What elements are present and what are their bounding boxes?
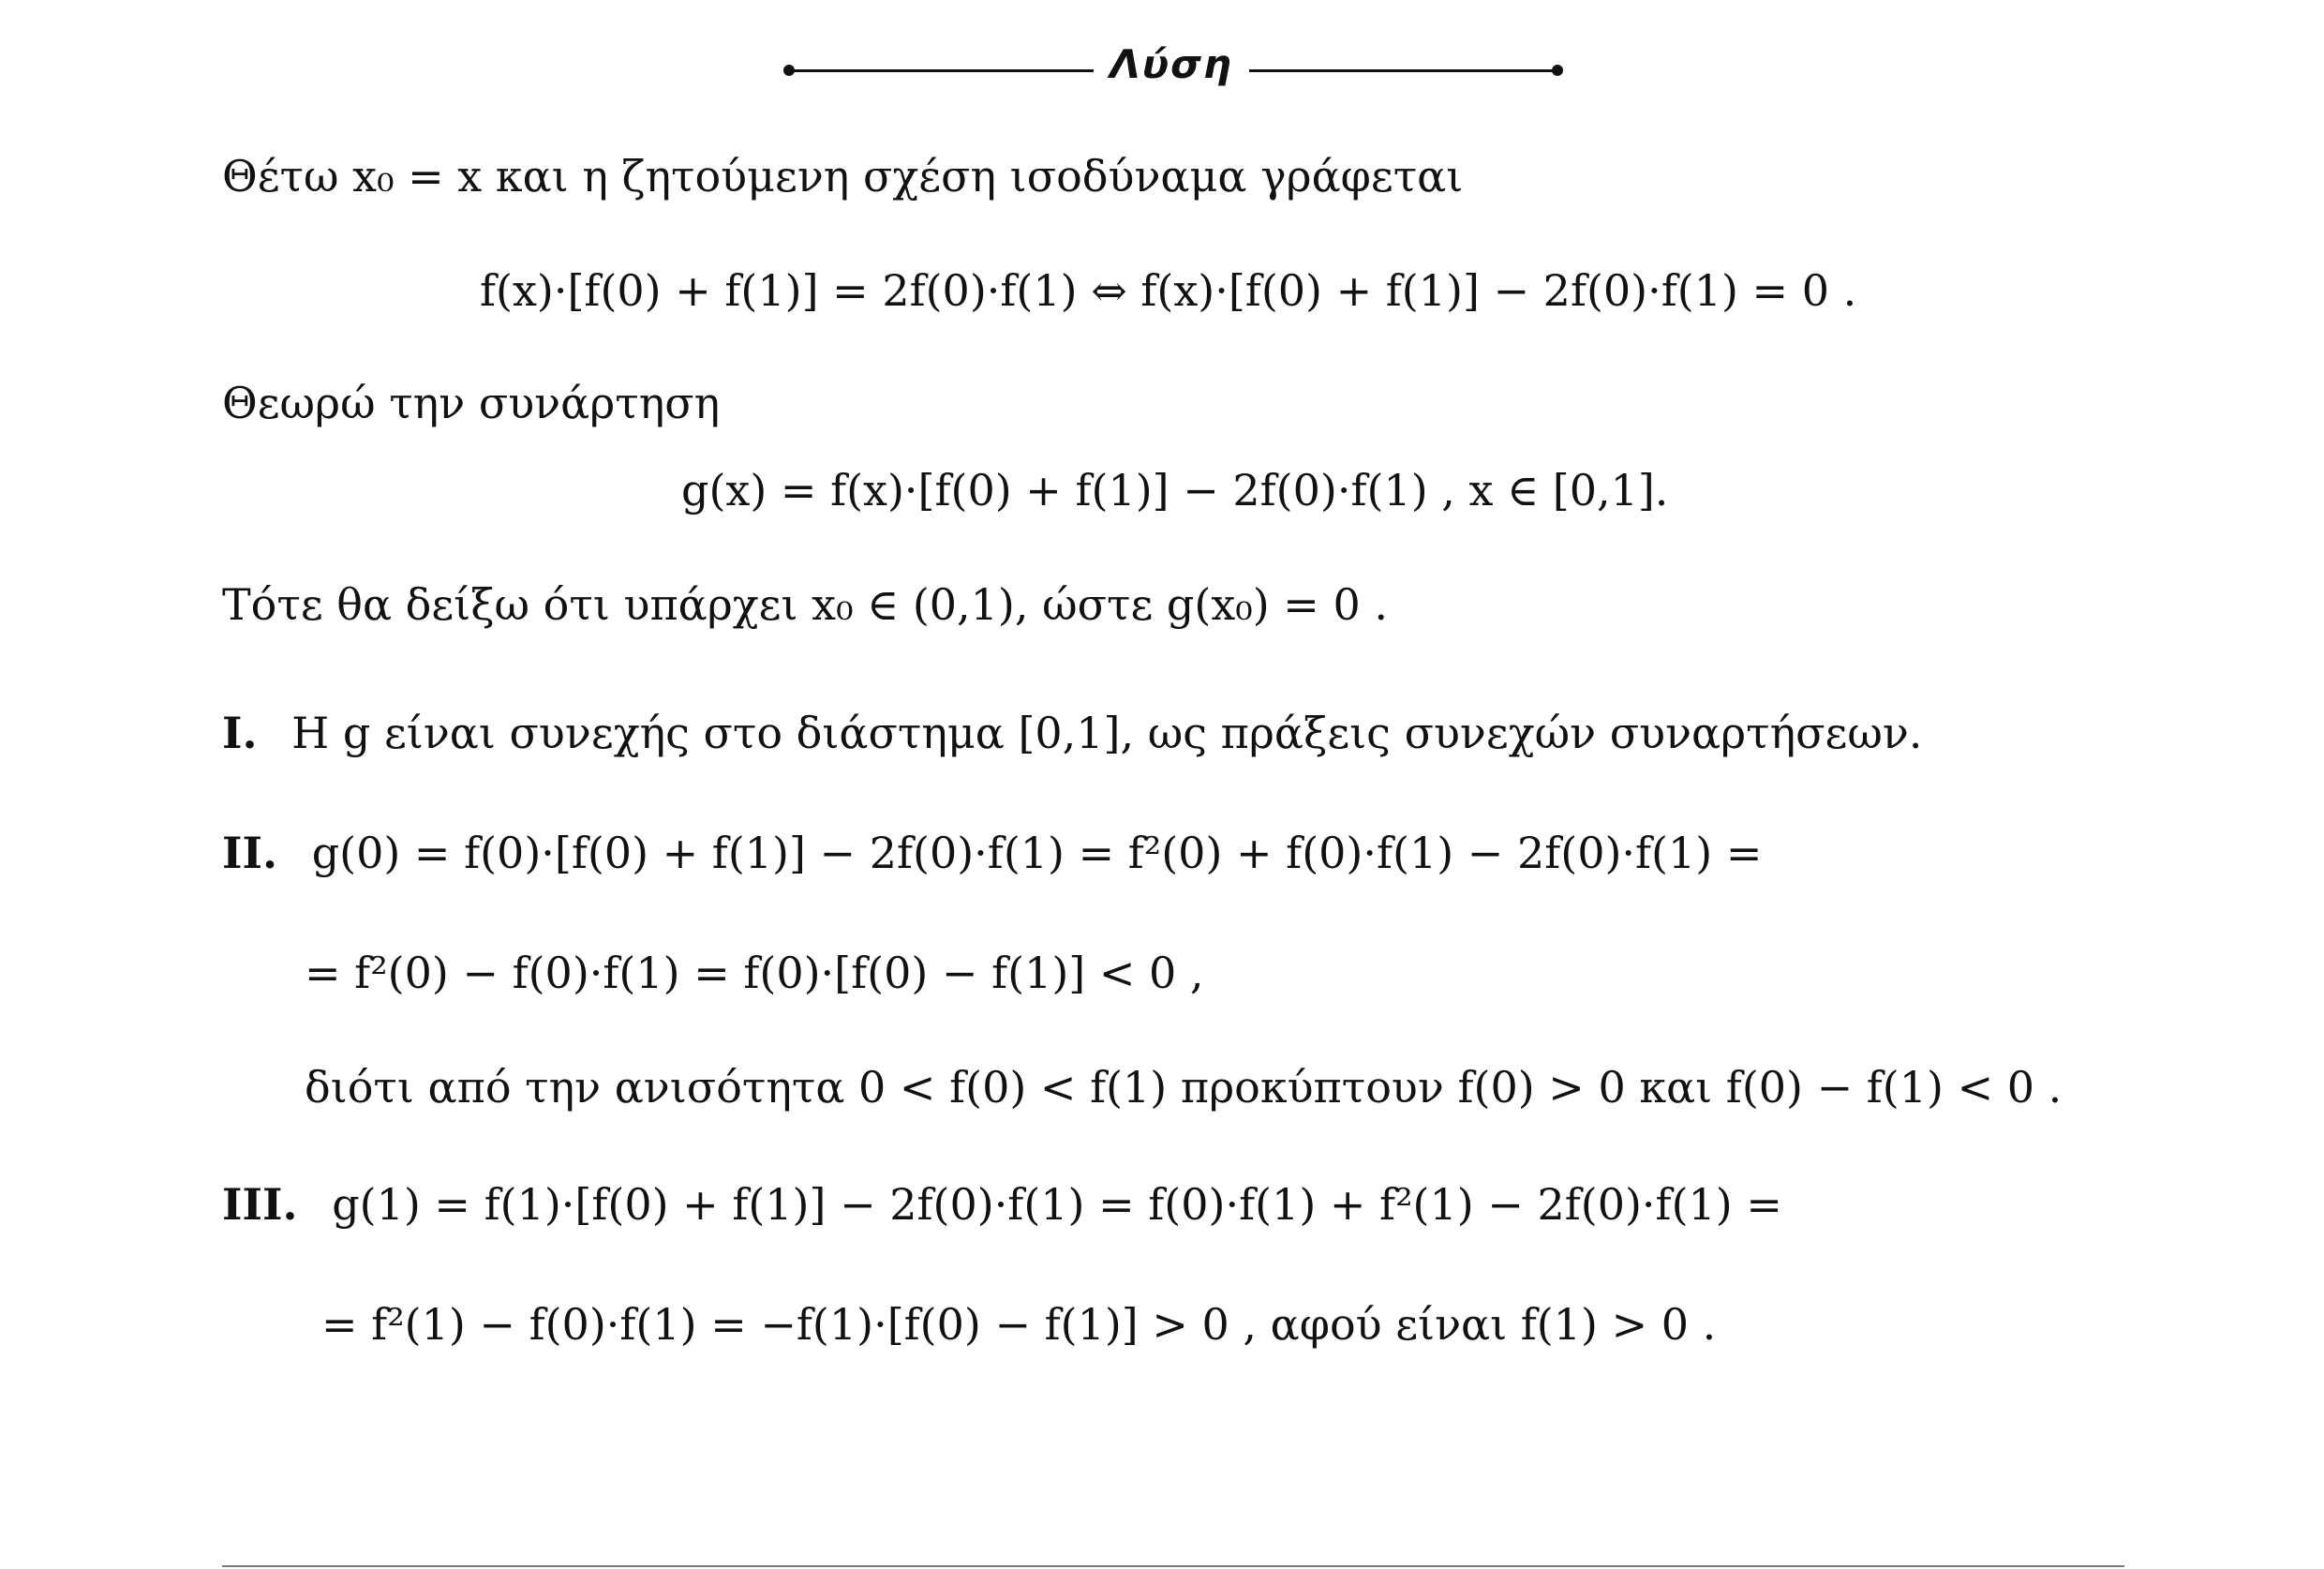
line-text: g(1) = f(1)·[f(0) + f(1)] − 2f(0)·f(1) = f(0)·f(1) + f²(1) − 2f(0)·f(1) = — [332, 1179, 1782, 1230]
step-3-continuation — [321, 1296, 1716, 1352]
step-3-line — [222, 1176, 1782, 1233]
line-text: Τότε θα δείξω ότι υπάρχει x₀ ∈ (0,1), ώστε g(x₀) = 0 . — [222, 579, 1388, 630]
step-2-continuation — [305, 945, 1204, 1001]
bottom-divider — [222, 1565, 2124, 1567]
line-text: Η g είναι συνεχής στο διάστημα [0,1], ως πράξεις συνεχών συναρτήσεων. — [291, 708, 1923, 758]
step-label: III. — [222, 1179, 298, 1230]
heading-rule-right — [1249, 69, 1558, 72]
solution-heading — [0, 37, 2324, 103]
line-text: = f²(0) − f(0)·f(1) = f(0)·[f(0) − f(1)] < 0 , — [305, 948, 1204, 998]
consider-function-line — [222, 375, 720, 431]
line-text: f(x)·[f(0) + f(1)] = 2f(0)·f(1) ⇔ f(x)·[f(0) + f(1)] − 2f(0)·f(1) = 0 . — [480, 265, 1857, 316]
line-text: g(0) = f(0)·[f(0) + f(1)] − 2f(0)·f(1) = f²(0) + f(0)·f(1) − 2f(0)·f(1) = — [311, 828, 1763, 878]
step-1-line — [222, 705, 1922, 761]
line-text: g(x) = f(x)·[f(0) + f(1)] − 2f(0)·f(1) , x ∈ [0,1]. — [681, 465, 1669, 516]
heading-dot-right — [1552, 65, 1563, 76]
step-2-reason — [305, 1059, 2062, 1115]
step-label: I. — [222, 708, 258, 758]
heading-rule-left — [789, 69, 1094, 72]
step-label: II. — [222, 828, 278, 878]
goal-line — [222, 576, 1388, 633]
line-text: Θεωρώ την συνάρτηση — [222, 378, 721, 428]
line-text: διότι από την ανισότητα 0 < f(0) < f(1) προκύπτουν f(0) > 0 και f(0) − f(1) < 0 . — [305, 1062, 2063, 1113]
line-text: Θέτω x₀ = x και η ζητούμενη σχέση ισοδύναμα γράφεται — [222, 151, 1464, 202]
g-definition-equation — [681, 462, 1668, 518]
line-text: = f²(1) − f(0)·f(1) = −f(1)·[f(0) − f(1)] > 0 , αφού είναι f(1) > 0 . — [321, 1299, 1717, 1350]
equivalence-equation — [480, 262, 1856, 319]
step-2-line — [222, 825, 1762, 881]
heading-title: Λύση — [1110, 41, 1233, 87]
intro-line — [222, 148, 1463, 204]
